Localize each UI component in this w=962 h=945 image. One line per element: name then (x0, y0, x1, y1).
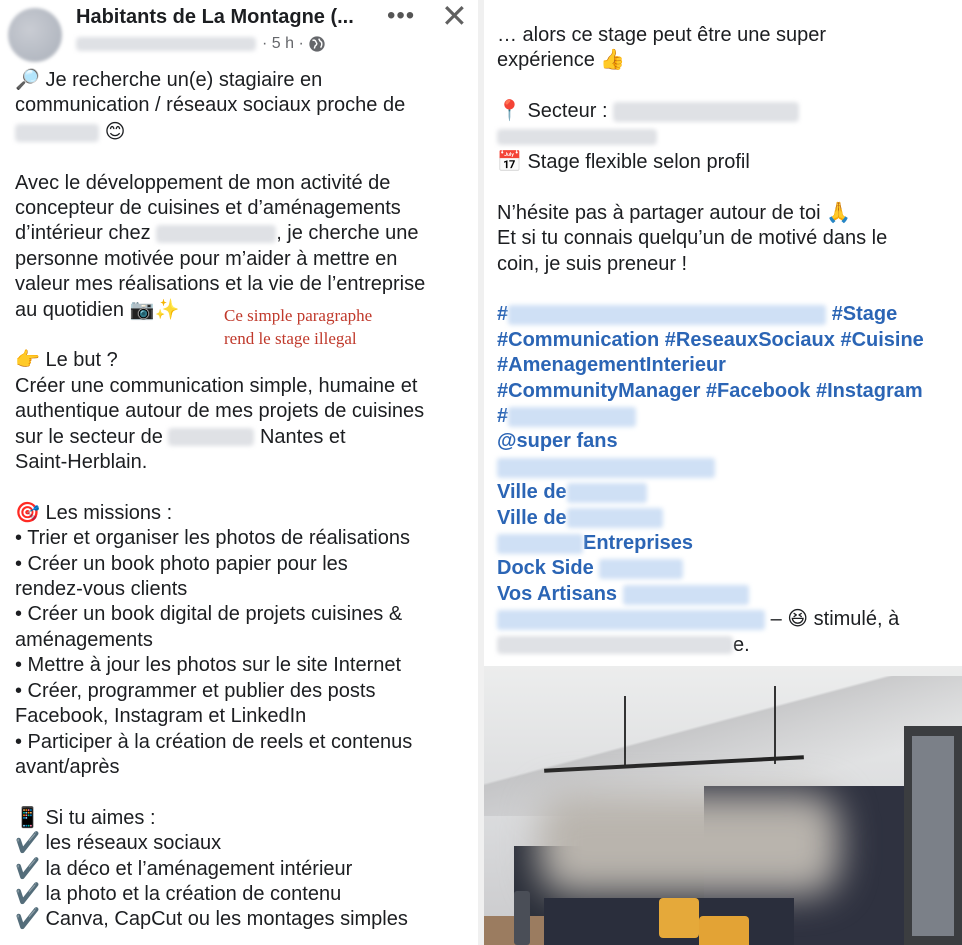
globe-icon (308, 35, 326, 53)
text-line (15, 119, 473, 145)
author-name-redacted (76, 37, 256, 51)
mention-link[interactable]: Ville de (497, 481, 567, 504)
post-time[interactable]: · 5 h · (262, 35, 304, 52)
photo-window (904, 726, 962, 945)
text-line: • Créer un book photo papier pour les (15, 552, 348, 575)
post-right-panel (484, 0, 962, 945)
text-line: 👉 Le but ? (15, 349, 118, 372)
photo-lamp-wire (624, 696, 626, 766)
text-line: valeur mes réalisations et la vie de l’entreprise (15, 273, 426, 296)
post-photo[interactable] (484, 666, 962, 945)
avatar[interactable] (8, 8, 62, 62)
sector-redacted-2 (497, 129, 657, 145)
text-redacted (497, 636, 733, 654)
text-line: … alors ce stage peut être une super (497, 24, 827, 46)
text-line: 🔎 Je recherche un(e) stagiaire en (15, 69, 323, 91)
mention-redacted (497, 458, 715, 478)
text-line (497, 125, 957, 150)
close-icon[interactable]: ✕ (441, 0, 468, 34)
text-line: N’hésite pas à partager autour de toi 🙏 (497, 201, 851, 224)
mention-line[interactable] (497, 531, 957, 556)
mention-link[interactable]: @super fans (497, 430, 618, 453)
hashtag-redacted (508, 305, 826, 325)
text-line (15, 425, 473, 450)
text-line: ✔️ les réseaux sociaux (15, 832, 222, 855)
text-line: authentique autour de mes projets de cuisines (15, 400, 425, 423)
hashtag-link[interactable]: #Stage (831, 303, 898, 326)
photo-blurred-area (539, 794, 839, 894)
hashtag-redacted (508, 407, 636, 427)
mention-line[interactable] (497, 455, 957, 480)
mention-link[interactable]: Vos Artisans (497, 582, 618, 605)
mention-redacted (497, 610, 765, 630)
text-line: • Créer un book digital de projets cuisines & (15, 603, 403, 626)
text-segment: , je cherche une (276, 222, 419, 245)
hashtag-link[interactable]: # (497, 303, 509, 326)
text-line: 📅 Stage flexible selon profil (497, 151, 750, 174)
mention-redacted (623, 585, 749, 605)
text-line: Saint-Herblain. (15, 451, 148, 474)
text-segment: sur le secteur de (15, 425, 163, 448)
mention-redacted (599, 559, 683, 579)
text-line: Et si tu connais quelqu’un de motivé dans le (497, 227, 888, 250)
smile-emoji: 😊 (104, 118, 126, 143)
post-meta (76, 34, 326, 54)
photo-lamp-wire (774, 686, 776, 764)
text-segment: 📍 Secteur : (497, 100, 608, 123)
text-line: 📱 Si tu aimes : (15, 806, 156, 829)
hashtag-link[interactable]: # (497, 405, 509, 428)
text-line: ✔️ la photo et la création de contenu (15, 882, 342, 905)
hashtag-line[interactable]: #Communication #ReseauxSociaux #Cuisine (497, 328, 924, 351)
post-left-panel (0, 0, 478, 945)
text-line (15, 221, 473, 246)
annotation-line: Ce simple paragraphe (224, 306, 373, 325)
text-segment: – 😆 stimulé, à (770, 608, 900, 631)
hashtag-line[interactable] (497, 302, 957, 327)
mention-link[interactable]: Entreprises (583, 532, 694, 555)
text-segment: Nantes et (259, 425, 346, 448)
text-line: 🎯 Les missions : (15, 501, 173, 524)
photo-window-pane (912, 736, 954, 936)
red-annotation (224, 304, 372, 350)
photo-bin (514, 891, 530, 945)
mention-link[interactable]: Ville de (497, 506, 567, 529)
text-line: • Trier et organiser les photos de réalisations (15, 527, 410, 550)
location-redacted (15, 124, 99, 142)
text-line: Créer une communication simple, humaine et (15, 374, 418, 397)
area-redacted (168, 428, 254, 446)
mention-link[interactable]: Dock Side (497, 557, 594, 580)
text-line: personne motivée pour m’aider à mettre en (15, 247, 398, 270)
text-line (497, 99, 957, 124)
post-body-right (497, 23, 957, 658)
group-name-link[interactable]: Habitants de La Montagne (... (76, 6, 354, 28)
sector-redacted (613, 102, 799, 122)
mention-line[interactable] (497, 506, 957, 531)
text-line: concepteur de cuisines et d’aménagements (15, 197, 401, 220)
hashtag-line[interactable] (497, 404, 957, 429)
mention-redacted (497, 534, 583, 554)
text-line: • Créer, programmer et publier des posts (15, 679, 376, 702)
mention-redacted (567, 483, 647, 503)
text-line: rendez-vous clients (15, 578, 188, 601)
annotation-line: rend le stage illegal (224, 329, 357, 348)
text-line: avant/après (15, 755, 120, 778)
text-line: communication / réseaux sociaux proche de (15, 94, 406, 117)
text-line: coin, je suis preneur ! (497, 252, 688, 275)
hashtag-line[interactable]: #AmenagementInterieur (497, 354, 726, 377)
text-line: • Participer à la création de reels et contenus (15, 730, 413, 753)
text-line: au quotidien 📷✨ (15, 298, 180, 321)
text-line (497, 633, 957, 658)
text-line: expérience 👍 (497, 49, 626, 72)
photo-chair (659, 898, 699, 938)
text-segment: d’intérieur chez (15, 222, 151, 245)
text-line: Avec le développement de mon activité de (15, 171, 391, 194)
text-line (497, 607, 957, 632)
text-segment: e. (733, 633, 750, 656)
text-line: ✔️ Canva, CapCut ou les montages simples (15, 908, 408, 931)
post-body-left (15, 68, 473, 933)
mention-line[interactable] (497, 556, 957, 581)
text-line: • Mettre à jour les photos sur le site Internet (15, 654, 402, 677)
text-line: aménagements (15, 628, 153, 651)
mention-line[interactable] (497, 480, 957, 505)
text-line: ✔️ la déco et l’aménagement intérieur (15, 857, 353, 880)
photo-chair (699, 916, 749, 945)
more-horizontal-icon[interactable]: ••• (387, 2, 416, 29)
mention-redacted (567, 508, 663, 528)
hashtag-line[interactable]: #CommunityManager #Facebook #Instagram (497, 379, 923, 402)
text-line: Facebook, Instagram et LinkedIn (15, 705, 307, 728)
mention-line[interactable] (497, 582, 957, 607)
company-redacted (156, 225, 276, 243)
